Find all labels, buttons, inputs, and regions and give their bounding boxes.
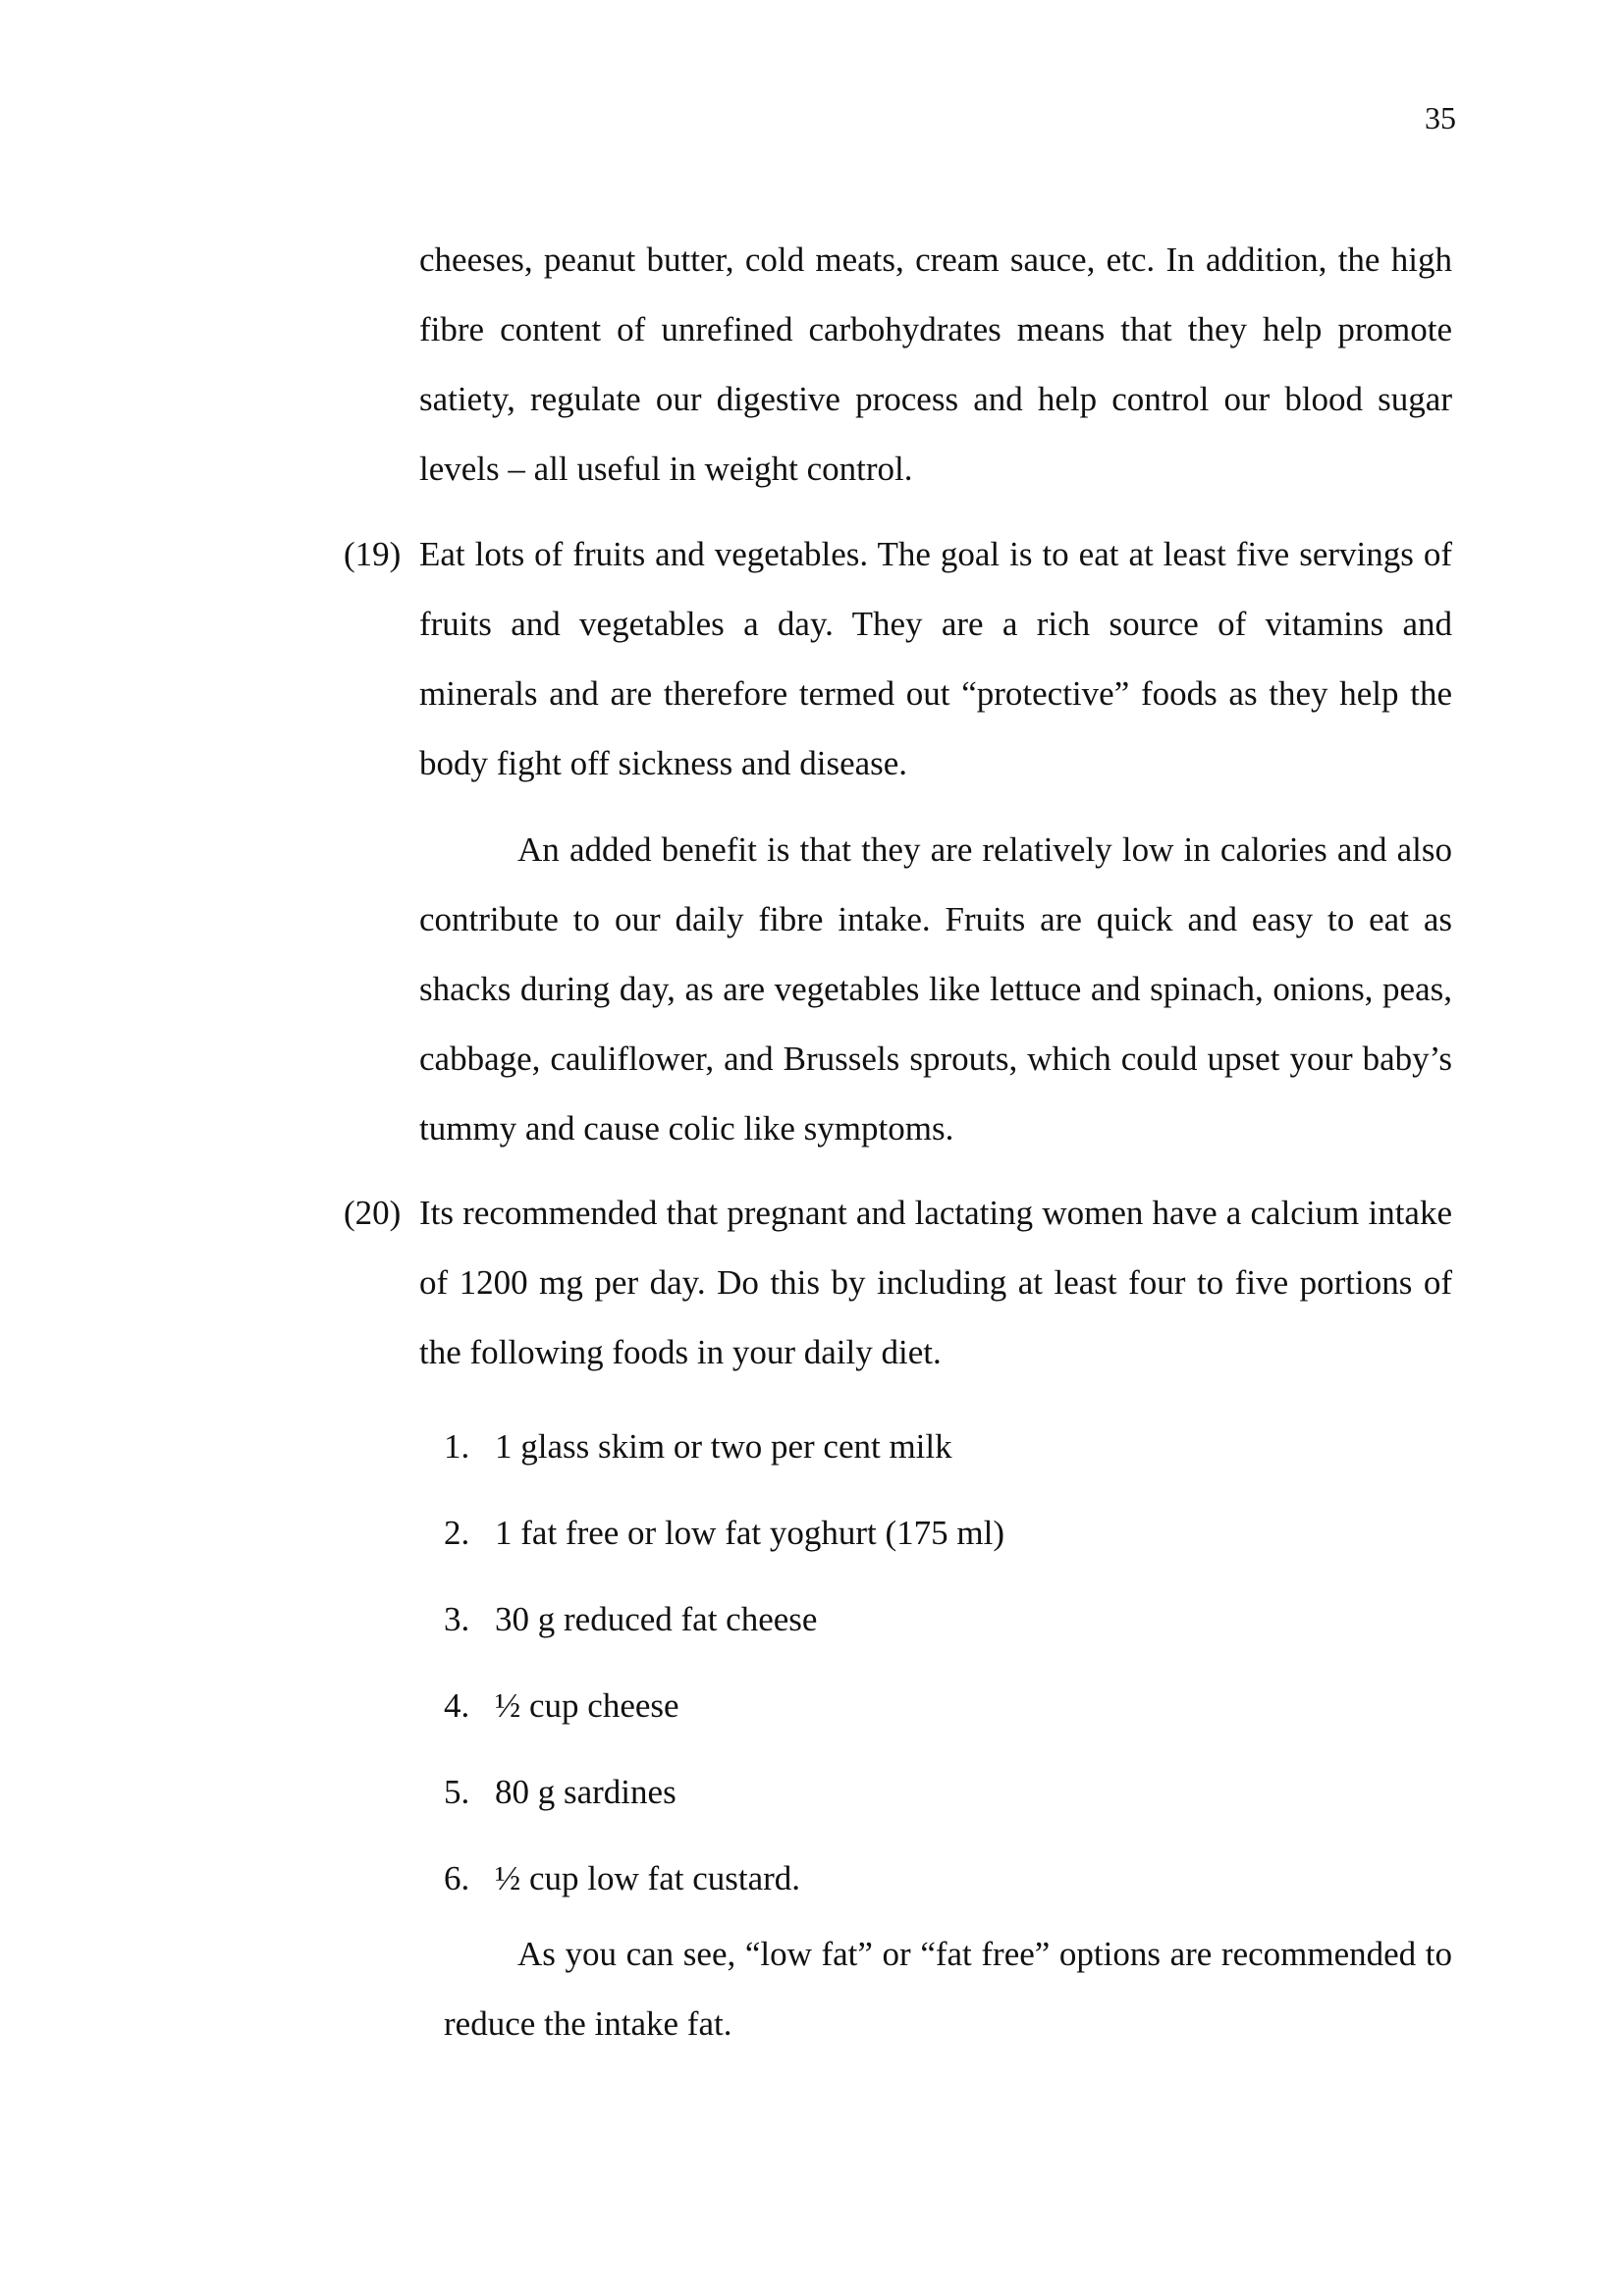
closing-paragraph: As you can see, “low fat” or “fat free” options are recommended to reduce the intake fat. [444,1935,1452,2043]
continuation-paragraph: cheeses, peanut butter, cold meats, cream sauce, etc. In addition, the high fibre content of unrefined carbohydrates means that they help promote satiety, regulate our digestive process and help control our blood sugar levels – all useful in weight control. [419,240,1452,488]
item-number: (19) [344,535,402,573]
list-number: 5. [444,1773,470,1811]
calcium-food-list [444,1404,1004,1922]
list-item [444,1749,1004,1836]
list-number: 6. [444,1859,470,1897]
item-text: Eat lots of fruits and vegetables. The goal is to eat at least five servings of fruits and vegetables a day. They are a rich source of vitamins and minerals and are therefore termed out “protective” foods as they help the body fight off sickness and disease. [419,535,1452,782]
item-number: (20) [344,1194,402,1232]
list-text: 1 fat free or low fat yoghurt (175 ml) [495,1514,1005,1552]
list-text: ½ cup low fat custard. [495,1859,801,1897]
list-number: 1. [444,1427,470,1466]
list-text: ½ cup cheese [495,1686,679,1725]
benefit-paragraph: An added benefit is that they are relatively low in calories and also contribute to our daily fibre intake. Fruits are quick and easy to eat as shacks during day, as are vegetables like lettuce and spinach, onions, peas, cabbage, cauliflower, and Brussels sprouts, which could upset your baby’s tummy and cause colic like symptoms. [419,830,1452,1148]
list-number: 2. [444,1514,470,1552]
list-text: 1 glass skim or two per cent milk [495,1427,952,1466]
item-text: Its recommended that pregnant and lactating women have a calcium intake of 1200 mg per day. Do this by including at least four to five portions of the following foods in your daily diet. [419,1194,1452,1371]
list-item [444,1663,1004,1749]
list-text: 30 g reduced fat cheese [495,1600,818,1638]
list-item [444,1404,1004,1490]
page-number: 35 [1425,100,1456,135]
list-item [444,1836,1004,1922]
list-item [444,1576,1004,1663]
list-number: 3. [444,1600,470,1638]
list-number: 4. [444,1686,470,1725]
list-text: 80 g sardines [495,1773,677,1811]
list-item [444,1490,1004,1576]
